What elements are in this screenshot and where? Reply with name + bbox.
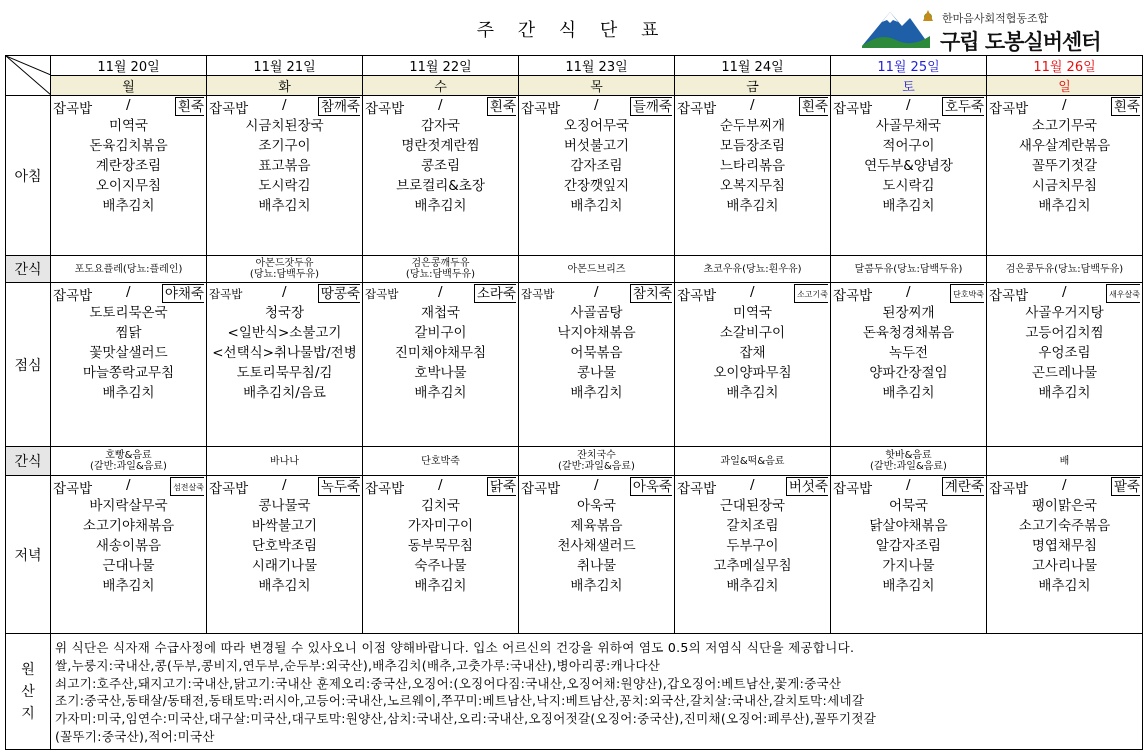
date-cell: 11월 22일 <box>363 56 519 76</box>
dish-item: 배추김치 <box>414 198 467 214</box>
snack1-cell <box>51 256 207 283</box>
snack-item: 포도요플레(당뇨:플레인) <box>74 263 183 275</box>
dish-item: 근대된장국 <box>719 498 786 514</box>
dish-item: 콩나물국 <box>258 498 311 514</box>
lunch-cell <box>519 283 675 447</box>
corner-cell <box>6 56 51 96</box>
rice-label: 잡곡밥 <box>989 288 1029 304</box>
slash: / <box>906 284 911 300</box>
dish-item: 오복지무침 <box>719 178 786 194</box>
weekday-cell: 토 <box>831 76 987 96</box>
date-cell: 11월 20일 <box>51 56 207 76</box>
dish-item: 돈육김치볶음 <box>89 138 168 154</box>
dish-item: 느타리볶음 <box>719 158 786 174</box>
slash: / <box>1062 97 1067 113</box>
lunch-cell <box>51 283 207 447</box>
snack2-cell <box>363 447 519 476</box>
snack2-cell <box>675 447 831 476</box>
rice-porridge-line <box>363 476 518 496</box>
origin-line: 쌀,누룽지:국내산,콩(두부,콩비지,연두부,순두부:외국산),배추김치(배추,고춧가루:국내산),병아리콩:캐나다산 <box>55 657 661 673</box>
rice-porridge-line <box>207 96 362 116</box>
snack1-cell <box>831 256 987 283</box>
rice-porridge-line <box>987 476 1142 496</box>
dish-item: 시래기나물 <box>251 558 318 574</box>
dish-item: 천사채샐러드 <box>557 538 636 554</box>
rice-label: 잡곡밥 <box>209 101 249 117</box>
snack2-cell <box>519 447 675 476</box>
rice-porridge-line <box>51 283 206 303</box>
dish-item: 배추김치 <box>570 385 623 401</box>
snack-item: 잔치국수 (갈반:과일&음료) <box>558 450 635 472</box>
dish-item: 미역국 <box>732 305 773 321</box>
origin-line: 쇠고기:호주산,돼지고기:국내산,닭고기:국내산 훈제오리:중국산,오징어:(오징어다짐:국내산,오징어채:원양산),갑오징어:베트남산,꽃게:중국산 <box>55 675 842 691</box>
snack1-cell <box>207 256 363 283</box>
dinner-cell <box>831 476 987 634</box>
dish-item: 아욱국 <box>576 498 617 514</box>
porridge-label: 아욱죽 <box>630 477 672 496</box>
rice-label: 잡곡밥 <box>989 101 1029 117</box>
breakfast-cell <box>519 96 675 256</box>
slash: / <box>750 97 755 113</box>
snack2-cell <box>51 447 207 476</box>
snack1-row <box>6 256 1143 283</box>
slash: / <box>594 97 599 113</box>
dinner-cell <box>363 476 519 634</box>
dish-item: 사골무채국 <box>875 118 942 134</box>
snack-item: 아몬드잣두유 (당뇨:담백두유) <box>249 258 320 280</box>
dish-item: 돈육청경채볶음 <box>862 325 955 341</box>
breakfast-cell <box>987 96 1143 256</box>
dish-item: 호박나물 <box>414 365 467 381</box>
slash: / <box>594 284 599 300</box>
date-row <box>6 56 1143 76</box>
snack-item: 과일&떡&음료 <box>720 455 785 467</box>
origin-row <box>6 634 1143 750</box>
snack-item: 바나나 <box>270 455 299 467</box>
dish-item: 배추김치 <box>882 198 935 214</box>
dish-item: 배추김치 <box>414 385 467 401</box>
snack1-cell <box>675 256 831 283</box>
dish-item: 오이지무침 <box>95 178 162 194</box>
dish-item: 녹두전 <box>888 345 929 361</box>
dish-item: 배추김치 <box>726 578 779 594</box>
breakfast-cell <box>675 96 831 256</box>
dish-item: 감자국 <box>420 118 461 134</box>
dish-item: 우엉조림 <box>1038 345 1091 361</box>
snack-item: 아몬드브리즈 <box>567 263 626 275</box>
slash: / <box>1062 477 1067 493</box>
dish-item: 버섯불고기 <box>563 138 630 154</box>
rice-label: 잡곡밥 <box>521 101 561 117</box>
dish-item: 시금치무침 <box>1031 178 1098 194</box>
rice-porridge-line <box>519 476 674 496</box>
slash: / <box>750 477 755 493</box>
origin-line: (꼴뚜기:중국산),적어:미국산 <box>55 728 215 744</box>
lunch-cell <box>207 283 363 447</box>
snack-item: 호빵&음료 (갈반:과일&음료) <box>90 450 167 472</box>
dish-item: 고사리나물 <box>1031 558 1098 574</box>
dish-item: 미역국 <box>108 118 149 134</box>
breakfast-cell <box>51 96 207 256</box>
dish-item: 사골우거지탕 <box>1025 305 1104 321</box>
snack-item: 핫바&음료 (갈반:과일&음료) <box>870 450 947 472</box>
dinner-cell <box>519 476 675 634</box>
dinner-label: 저녁 <box>6 476 51 634</box>
slash: / <box>282 284 287 300</box>
rice-porridge-line <box>675 283 830 303</box>
dish-item: 어묵국 <box>888 498 929 514</box>
dish-item: 새송이볶음 <box>95 538 162 554</box>
dish-item: 바싹불고기 <box>251 518 318 534</box>
dish-item: 계란장조림 <box>95 158 162 174</box>
snack2-label: 간식 <box>6 447 51 476</box>
slash: / <box>906 97 911 113</box>
slash: / <box>594 477 599 493</box>
porridge-label: 흰죽 <box>487 97 516 116</box>
rice-label: 잡곡밥 <box>677 288 717 304</box>
porridge-label: 흰죽 <box>175 97 204 116</box>
rice-porridge-line <box>675 96 830 116</box>
dish-item: 숙주나물 <box>414 558 467 574</box>
dish-item: 꼴뚜기젓갈 <box>1031 158 1098 174</box>
dish-item: 감자조림 <box>570 158 623 174</box>
dish-item: 배추김치 <box>726 385 779 401</box>
dish-item: 근대나물 <box>102 558 155 574</box>
lunch-cell <box>987 283 1143 447</box>
porridge-label: 흰죽 <box>1111 97 1140 116</box>
rice-porridge-line <box>51 96 206 116</box>
snack2-cell <box>207 447 363 476</box>
dinner-cell <box>51 476 207 634</box>
dish-item: 낙지야채볶음 <box>557 325 636 341</box>
dish-item: 마늘쫑락교무침 <box>82 365 175 381</box>
dish-item: 도시락김 <box>258 178 311 194</box>
dinner-row <box>6 476 1143 634</box>
dish-item: 브로컬리&초장 <box>396 178 485 194</box>
dish-item: 순두부찌개 <box>719 118 786 134</box>
porridge-label: 참깨죽 <box>318 97 360 116</box>
breakfast-row <box>6 96 1143 256</box>
slash: / <box>438 284 443 300</box>
rice-porridge-line <box>207 283 362 303</box>
dish-item: <일반식>소불고기 <box>227 325 342 341</box>
rice-label: 잡곡밥 <box>53 481 93 497</box>
dish-item: 배추김치 <box>258 198 311 214</box>
rice-label: 잡곡밥 <box>365 101 405 117</box>
dish-item: 동부묵무침 <box>407 538 474 554</box>
rice-label: 잡곡밥 <box>209 481 249 497</box>
dish-item: 고등어김치찜 <box>1025 325 1104 341</box>
dish-item: 소고기무국 <box>1031 118 1098 134</box>
weekday-cell: 수 <box>363 76 519 96</box>
rice-label: 잡곡밥 <box>209 287 243 301</box>
porridge-label: 닭죽 <box>487 477 516 496</box>
dish-item: 찜닭 <box>115 325 142 341</box>
dish-item: 어묵볶음 <box>570 345 623 361</box>
snack-item: 검은콩두유(당뇨:담백두유) <box>1005 263 1124 275</box>
dish-item: 닭살야채볶음 <box>869 518 948 534</box>
lunch-cell <box>363 283 519 447</box>
lunch-row <box>6 283 1143 447</box>
dinner-cell <box>207 476 363 634</box>
snack1-label: 간식 <box>6 256 51 283</box>
porridge-label: 참치죽 <box>630 284 672 303</box>
dish-item: 단호박조림 <box>251 538 318 554</box>
flame-icon <box>920 8 936 22</box>
dish-item: 표고볶음 <box>258 158 311 174</box>
dish-item: 오이양파무침 <box>713 365 792 381</box>
breakfast-label: 아침 <box>6 96 51 256</box>
dish-item: 배추김치 <box>882 578 935 594</box>
rice-porridge-line <box>207 476 362 496</box>
dish-item: 소고기야채볶음 <box>82 518 175 534</box>
rice-porridge-line <box>363 283 518 303</box>
rice-label: 잡곡밥 <box>677 481 717 497</box>
lunch-label: 점심 <box>6 283 51 447</box>
rice-porridge-line <box>51 476 206 496</box>
dish-item: 소고기숙주볶음 <box>1018 518 1111 534</box>
dish-item: 알감자조림 <box>875 538 942 554</box>
rice-label: 잡곡밥 <box>833 288 873 304</box>
dish-item: 갈치조림 <box>726 518 779 534</box>
dish-item: 연두부&양념장 <box>864 158 953 174</box>
dish-item: 콩나물 <box>576 365 617 381</box>
porridge-label: 섬전살죽 <box>170 477 204 496</box>
dish-item: 바지락살무국 <box>89 498 168 514</box>
weekly-menu-table <box>5 55 1143 750</box>
porridge-label: 버섯죽 <box>786 477 828 496</box>
rice-porridge-line <box>675 476 830 496</box>
dish-item: 배추김치 <box>102 198 155 214</box>
dinner-cell <box>675 476 831 634</box>
slash: / <box>750 284 755 300</box>
porridge-label: 팥죽 <box>1111 477 1140 496</box>
dish-item: 가지나물 <box>882 558 935 574</box>
logo-org-big: 구립 도봉실버센터 <box>940 30 1101 54</box>
dinner-cell <box>987 476 1143 634</box>
dish-item: 배추김치 <box>882 385 935 401</box>
weekday-cell: 일 <box>987 76 1143 96</box>
rice-porridge-line <box>831 476 986 496</box>
porridge-label: 들깨죽 <box>630 97 672 116</box>
dish-item: 새우살계란볶음 <box>1018 138 1111 154</box>
dish-item: 시금치된장국 <box>245 118 324 134</box>
origin-line: 조기:중국산,동태살/동태전,동태토막:러시아,고등어:국내산,노르웨이,쭈꾸미:베트남산,낙지:베트남산,꽁치:외국산,갈치살:국내산,갈치토막:세네갈 <box>55 693 865 709</box>
snack1-cell <box>363 256 519 283</box>
origin-label: 원 산 지 <box>6 634 51 750</box>
lunch-cell <box>675 283 831 447</box>
porridge-label: 계란죽 <box>942 477 984 496</box>
dish-item: 잡채 <box>739 345 766 361</box>
dish-item: 가자미구이 <box>407 518 474 534</box>
dish-item: 양파간장절임 <box>869 365 948 381</box>
dish-item: 배추김치 <box>726 198 779 214</box>
slash: / <box>126 97 131 113</box>
snack2-cell <box>987 447 1143 476</box>
date-cell: 11월 25일 <box>831 56 987 76</box>
dish-item: 고추메실무침 <box>713 558 792 574</box>
porridge-label: 호두죽 <box>942 97 984 116</box>
dish-item: 된장찌개 <box>882 305 935 321</box>
snack-item: 배 <box>1059 455 1070 467</box>
snack1-cell <box>519 256 675 283</box>
page-title: 주 간 식 단 표 <box>476 20 668 41</box>
dish-item: 적어구이 <box>882 138 935 154</box>
date-cell: 11월 24일 <box>675 56 831 76</box>
dish-item: 도토리묵무침/김 <box>236 365 333 381</box>
porridge-label: 새우살죽 <box>1106 284 1140 303</box>
dish-item: 도토리묵온국 <box>89 305 168 321</box>
dish-item: <선택식>취나물밥/전병 <box>212 345 357 361</box>
dish-item: 꽃맛살샐러드 <box>89 345 168 361</box>
slash: / <box>438 97 443 113</box>
breakfast-cell <box>831 96 987 256</box>
dish-item: 배추김치 <box>258 578 311 594</box>
weekday-row <box>6 76 1143 96</box>
dish-item: 김치국 <box>420 498 461 514</box>
rice-label: 잡곡밥 <box>521 481 561 497</box>
rice-label: 잡곡밥 <box>833 101 873 117</box>
date-cell: 11월 26일 <box>987 56 1143 76</box>
dish-item: 제육볶음 <box>570 518 623 534</box>
dish-item: 진미채야채무침 <box>394 345 487 361</box>
dish-item: 조기구이 <box>258 138 311 154</box>
snack1-cell <box>987 256 1143 283</box>
dish-item: 간장깻잎지 <box>563 178 630 194</box>
dish-item: 콩조림 <box>420 158 461 174</box>
rice-label: 잡곡밥 <box>989 481 1029 497</box>
origin-line: 위 식단은 식자재 수급사정에 따라 변경될 수 있사오니 이점 양해바랍니다. 입소 어르신의 건강을 위하여 염도 0.5의 저염식 식단을 제공합니다. <box>55 640 855 655</box>
dish-item: 모듬장조림 <box>719 138 786 154</box>
weekday-cell: 목 <box>519 76 675 96</box>
porridge-label: 흰죽 <box>799 97 828 116</box>
rice-label: 잡곡밥 <box>677 101 717 117</box>
weekday-cell: 화 <box>207 76 363 96</box>
rice-label: 잡곡밥 <box>53 288 93 304</box>
dish-item: 갈비구이 <box>414 325 467 341</box>
weekday-cell: 금 <box>675 76 831 96</box>
breakfast-cell <box>363 96 519 256</box>
date-cell: 11월 21일 <box>207 56 363 76</box>
dish-item: 곤드레나물 <box>1031 365 1098 381</box>
dish-item: 배추김치 <box>570 198 623 214</box>
rice-porridge-line <box>987 283 1142 303</box>
dish-item: 배추김치 <box>414 578 467 594</box>
diagonal-line <box>6 56 51 95</box>
rice-porridge-line <box>519 283 674 303</box>
date-cell: 11월 23일 <box>519 56 675 76</box>
logo <box>860 4 1140 52</box>
porridge-label: 소고기죽 <box>794 284 828 303</box>
snack-item: 검은콩깨두유 (당뇨:담백두유) <box>405 258 476 280</box>
breakfast-cell <box>207 96 363 256</box>
dish-item: 배추김치 <box>1038 385 1091 401</box>
origin-text <box>51 634 1143 750</box>
slash: / <box>126 284 131 300</box>
rice-label: 잡곡밥 <box>833 481 873 497</box>
dish-item: 배추김치 <box>102 385 155 401</box>
rice-porridge-line <box>363 96 518 116</box>
slash: / <box>906 477 911 493</box>
dish-item: 배추김치 <box>102 578 155 594</box>
dish-item: 청국장 <box>264 305 305 321</box>
rice-label: 잡곡밥 <box>53 101 93 117</box>
dish-item: 배추김치 <box>1038 198 1091 214</box>
rice-porridge-line <box>987 96 1142 116</box>
porridge-label: 야채죽 <box>162 284 204 303</box>
porridge-label: 단호박죽 <box>950 284 984 303</box>
logo-org-small: 한마음사회적협동조합 <box>942 12 1049 25</box>
dish-item: 팽이맑은국 <box>1031 498 1098 514</box>
dish-item: 사골곰탕 <box>570 305 623 321</box>
slash: / <box>282 477 287 493</box>
rice-label: 잡곡밥 <box>365 481 405 497</box>
snack2-cell <box>831 447 987 476</box>
dish-item: 소갈비구이 <box>719 325 786 341</box>
dish-item: 두부구이 <box>726 538 779 554</box>
header <box>0 0 1144 55</box>
slash: / <box>282 97 287 113</box>
rice-label: 잡곡밥 <box>365 287 399 301</box>
slash: / <box>438 477 443 493</box>
dish-item: 명란젓계란찜 <box>401 138 480 154</box>
dish-item: 오징어무국 <box>563 118 630 134</box>
porridge-label: 녹두죽 <box>318 477 360 496</box>
dish-item: 배추김치/음료 <box>243 385 326 401</box>
weekday-cell: 월 <box>51 76 207 96</box>
rice-label: 잡곡밥 <box>521 287 555 301</box>
snack-item: 초코우유(당뇨:흰우유) <box>703 263 802 275</box>
dish-item: 배추김치 <box>1038 578 1091 594</box>
dish-item: 재첩국 <box>420 305 461 321</box>
origin-line: 가자미:미국,임연수:미국산,대구살:미국산,대구토막:원양산,삼치:국내산,오리:국내산,오징어젓갈(오징어:중국산),진미채(오징어:페루산),꼴뚜기젓갈 <box>55 711 877 727</box>
dish-item: 도시락김 <box>882 178 935 194</box>
slash: / <box>126 477 131 493</box>
snack-item: 단호박죽 <box>421 455 460 467</box>
dish-item: 명엽채무침 <box>1031 538 1098 554</box>
lunch-cell <box>831 283 987 447</box>
slash: / <box>1062 284 1067 300</box>
snack2-row <box>6 447 1143 476</box>
rice-porridge-line <box>831 283 986 303</box>
snack-item: 달콤두유(당뇨:담백두유) <box>854 263 963 275</box>
porridge-label: 소라죽 <box>474 284 516 303</box>
rice-porridge-line <box>831 96 986 116</box>
dish-item: 배추김치 <box>570 578 623 594</box>
dish-item: 취나물 <box>576 558 617 574</box>
rice-porridge-line <box>519 96 674 116</box>
porridge-label: 땅콩죽 <box>318 284 360 303</box>
